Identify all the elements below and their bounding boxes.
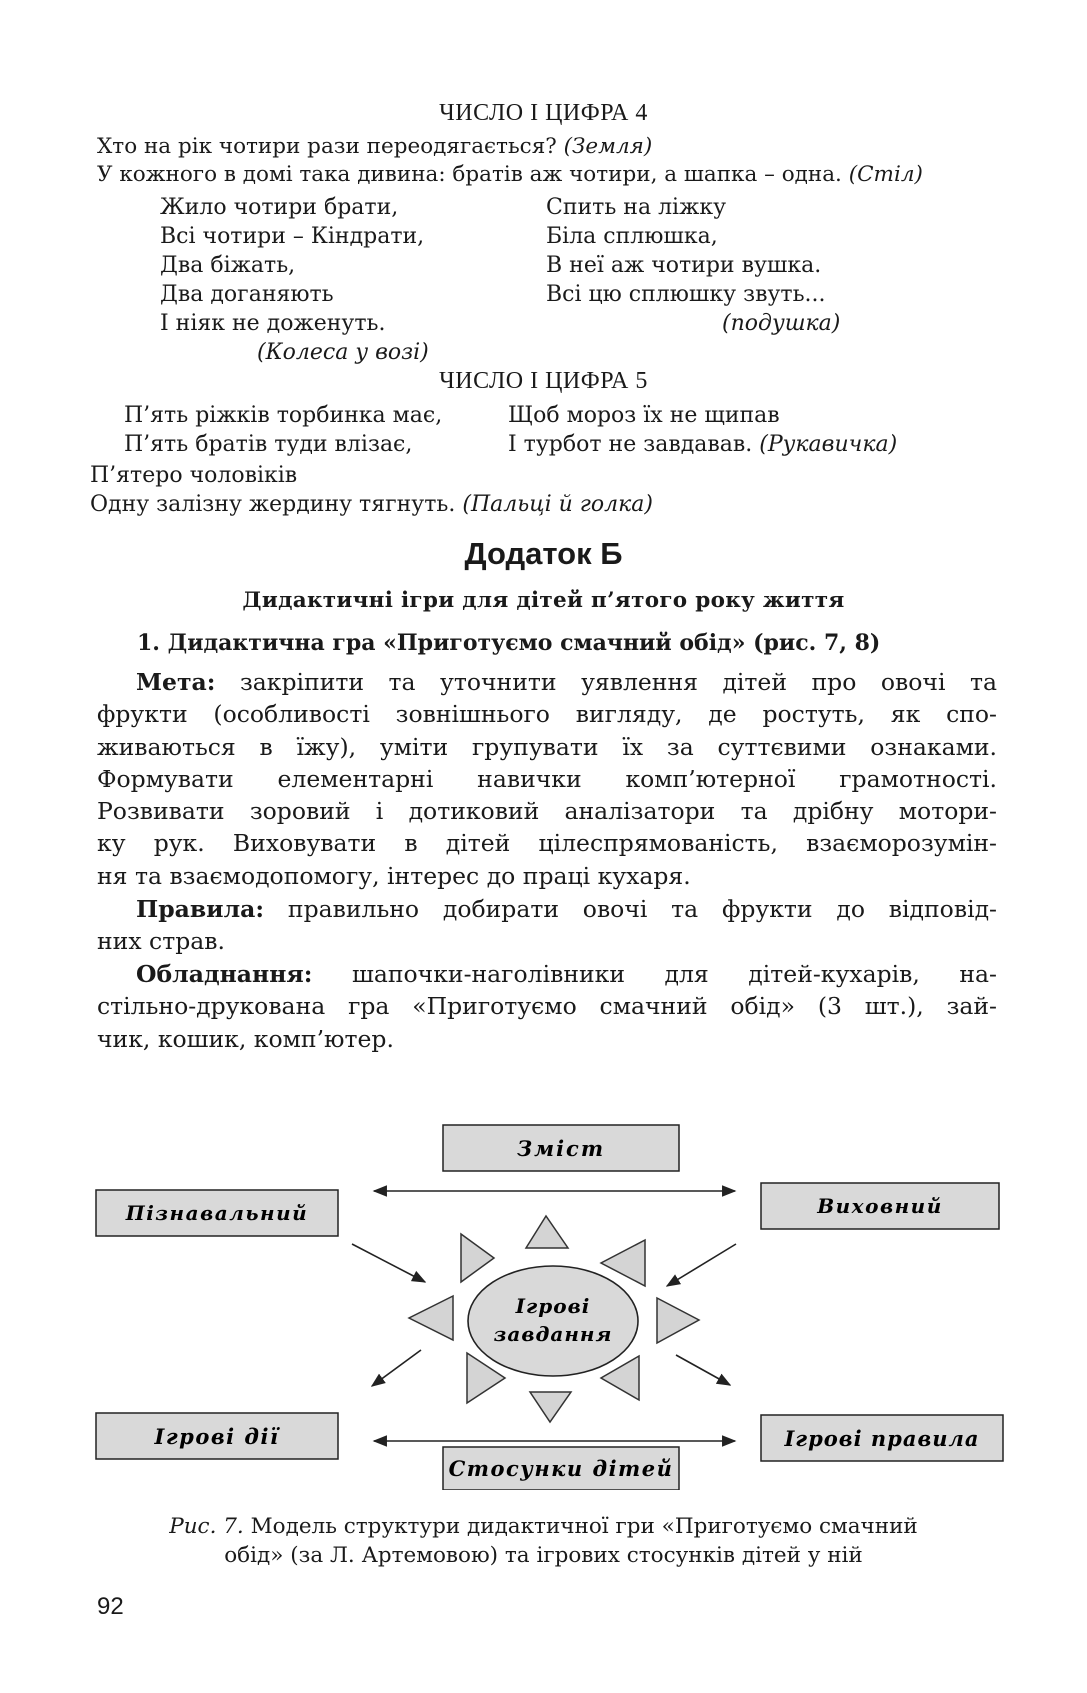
poem-pillow-answer: (подушка) bbox=[722, 311, 841, 336]
arrow-out-right bbox=[676, 1355, 730, 1385]
svg-text:Зміст: Зміст bbox=[516, 1136, 606, 1161]
rules-paragraph: Правила: правильно добирати овочі та фрукти до відповід- них страв. bbox=[97, 895, 997, 956]
box-game-actions bbox=[96, 1413, 338, 1459]
section-title-5: ЧИСЛО І ЦИФРА 5 bbox=[439, 368, 648, 394]
riddle-fingers: П’ятеро чоловіків Одну залізну жердину тягнуть. (Пальці й голка) bbox=[90, 463, 654, 517]
equipment-paragraph: Обладнання: шапочки-наголівники для дітей-кухарів, на- стільно-друкована гра «Приготуємо смачний обід» (3 шт.), зай- чик, кошик, комп’ютер. bbox=[97, 960, 997, 1053]
poem-pillow: Спить на ліжку Біла сплюшка, В неї аж чотири вушка. Всі цю сплюшку звуть... (подушка) bbox=[546, 195, 841, 336]
caption-label: Рис. 7. bbox=[169, 1514, 244, 1539]
svg-text:Стосунки дітей: Стосунки дітей bbox=[448, 1456, 674, 1481]
ray-upper-left bbox=[461, 1234, 494, 1282]
svg-text:Виховний: Виховний bbox=[817, 1194, 943, 1218]
poem-wheels: Жило чотири брати, Всі чотири – Кіндрати, Два біжать, Два доганяють І ніяк не доженуть. (Колеса у возі) bbox=[160, 195, 429, 365]
appendix-title: Додаток Б bbox=[464, 536, 623, 571]
ray-bottom bbox=[530, 1392, 571, 1422]
svg-text:Ігрові правила: Ігрові правила bbox=[784, 1426, 980, 1451]
poem-mitten-left: П’ять ріжків торбинка має, П’ять братів туди влізає, bbox=[124, 403, 443, 457]
figure-caption: Рис. 7. Модель структури дидактичної гри «Приготуємо смачний обід» (за Л. Артемовою) та ігрових стосунків дітей у ній bbox=[169, 1514, 918, 1568]
box-cognitive bbox=[96, 1190, 338, 1236]
arrow-out-left bbox=[372, 1350, 421, 1386]
riddle-table: У кожного в домі така дивина: братів аж чотири, а шапка – одна. (Стіл) bbox=[97, 162, 923, 187]
riddle-earth: Хто на рік чотири рази переодягається? (Земля) bbox=[97, 134, 653, 159]
arrow-in-left bbox=[352, 1244, 425, 1282]
poem-wheels-answer: (Колеса у возі) bbox=[257, 340, 429, 365]
svg-text:завдання: завдання bbox=[493, 1322, 613, 1346]
equipment-label: Обладнання: bbox=[136, 960, 313, 988]
box-content bbox=[443, 1125, 679, 1171]
ray-left bbox=[409, 1296, 453, 1340]
box-educational bbox=[761, 1183, 999, 1229]
ray-top bbox=[526, 1216, 568, 1248]
page-number: 92 bbox=[97, 1593, 124, 1620]
arrow-in-right bbox=[667, 1244, 736, 1286]
poem-mitten-answer: (Рукавичка) bbox=[759, 432, 898, 457]
svg-text:Пізнавальний: Пізнавальний bbox=[125, 1201, 309, 1225]
svg-text:Ігрові дії: Ігрові дії bbox=[154, 1424, 280, 1449]
section-title-4: ЧИСЛО І ЦИФРА 4 bbox=[439, 100, 648, 126]
ray-right bbox=[657, 1298, 699, 1343]
riddle-fingers-answer: (Пальці й голка) bbox=[462, 492, 654, 517]
goal-paragraph: Мета: закріпити та уточнити уявлення дітей про овочі та фрукти (особливості зовнішнього вигляду, де ростуть, як спо- живаються в їжу), уміти групувати їх за суттєвими ознаками. Формувати елементарні навички комп’ютерної грамотності. Розвивати зоровий і дотиковий аналізатори та дрібну мотори- ку рук. Виховувати в дітей цілеспрямованість, взаєморозумін- ня та взаємодопомогу, інтерес до праці кухаря. bbox=[97, 668, 997, 890]
game-title: 1. Дидактична гра «Приготуємо смачний обід» (рис. 7, 8) bbox=[137, 630, 881, 656]
box-children-relations bbox=[443, 1447, 679, 1490]
box-game-rules bbox=[761, 1415, 1003, 1461]
game-structure-diagram bbox=[0, 1110, 1087, 1490]
goal-label: Мета: bbox=[136, 668, 216, 696]
rules-label: Правила: bbox=[136, 895, 265, 923]
poem-mitten-right: Щоб мороз їх не щипав І турбот не завдавав. (Рукавичка) bbox=[508, 403, 898, 457]
svg-text:Ігрові: Ігрові bbox=[515, 1294, 591, 1318]
appendix-subtitle: Дидактичні ігри для дітей п’ятого року життя bbox=[242, 588, 845, 613]
center-ellipse bbox=[468, 1266, 638, 1376]
